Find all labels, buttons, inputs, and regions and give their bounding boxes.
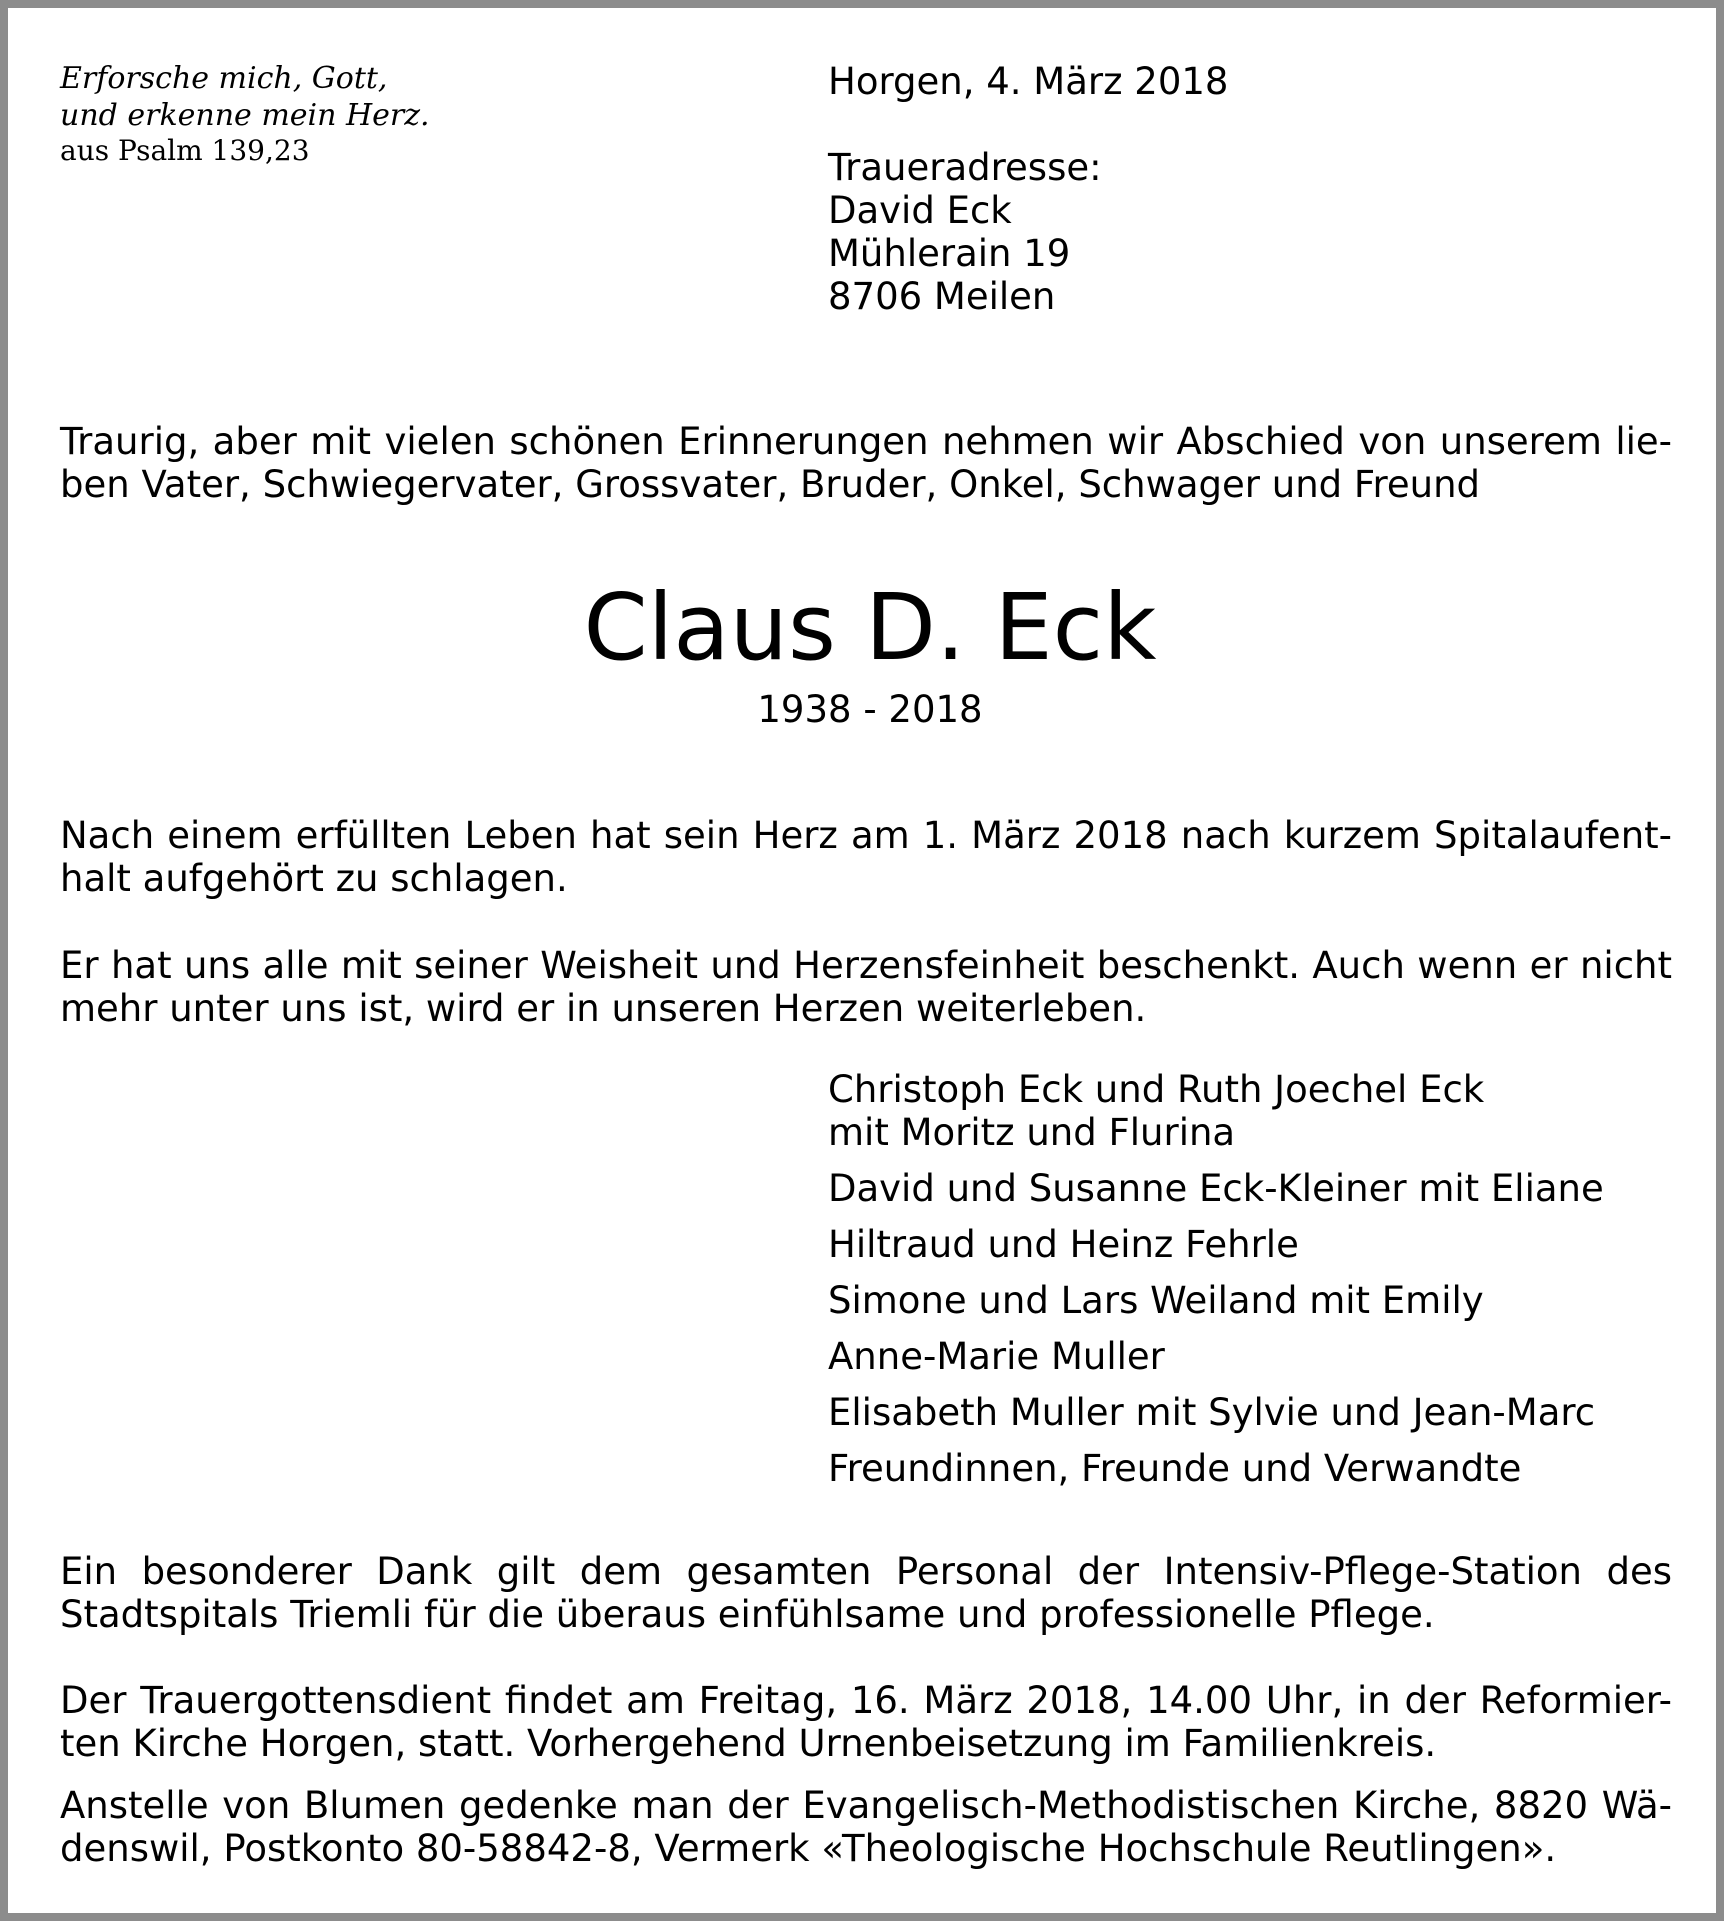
service-line-1: Der Trauergottensdient findet am Freitag, 16. März 2018, 14.00 Uhr, in der Reformier- [60, 1679, 1672, 1722]
thanks-paragraph [60, 1550, 1672, 1636]
intro-paragraph [60, 420, 1672, 506]
family-entry [828, 1447, 1604, 1490]
family-entry-line: Anne-Marie Muller [828, 1335, 1165, 1378]
life-paragraph [60, 814, 1672, 900]
address-name: David Eck [828, 189, 1012, 232]
family-entry-line: mit Moritz und Flurina [828, 1111, 1236, 1154]
life-line-1: Nach einem erfüllten Leben hat sein Herz am 1. März 2018 nach kurzem Spitalaufent- [60, 814, 1672, 857]
family-entry-line: Hiltraud und Heinz Fehrle [828, 1223, 1299, 1266]
family-entry [828, 1223, 1604, 1266]
bible-verse [60, 60, 430, 168]
thanks-line-1: Ein besonderer Dank gilt dem gesamten Personal der Intensiv-Pflege-Station des [60, 1550, 1672, 1593]
family-entry-line: Elisabeth Muller mit Sylvie und Jean-Marc [828, 1391, 1596, 1434]
donation-line-1: Anstelle von Blumen gedenke man der Evangelisch-Methodistischen Kirche, 8820 Wä- [60, 1784, 1672, 1827]
verse-line-2: und erkenne mein Herz. [60, 98, 430, 133]
address-city: 8706 Meilen [828, 275, 1056, 318]
place-date: Horgen, 4. März 2018 [828, 60, 1229, 103]
family-entry-line: Christoph Eck und Ruth Joechel Eck [828, 1068, 1485, 1111]
address-street: Mühlerain 19 [828, 232, 1071, 275]
family-entry [828, 1167, 1604, 1210]
donation-line-2: denswil, Postkonto 80-58842-8, Vermerk «Theologische Hochschule Reutlingen». [60, 1827, 1557, 1870]
service-line-2: ten Kirche Horgen, statt. Vorhergehend Urnenbeisetzung im Familienkreis. [60, 1722, 1437, 1765]
thanks-line-2: Stadtspitals Triemli für die überaus einfühlsame und professionelle Pflege. [60, 1593, 1435, 1636]
legacy-line-1: Er hat uns alle mit seiner Weisheit und Herzensfeinheit beschenkt. Auch wenn er nicht [60, 944, 1672, 987]
deceased-name: Claus D. Eck [583, 574, 1157, 681]
family-entry [828, 1068, 1604, 1154]
family-entry [828, 1335, 1604, 1378]
intro-line-2: ben Vater, Schwiegervater, Grossvater, Bruder, Onkel, Schwager und Freund [60, 463, 1481, 506]
address-label: Traueradresse: [828, 146, 1102, 189]
legacy-line-2: mehr unter uns ist, wird er in unseren Herzen weiterleben. [60, 987, 1147, 1030]
deceased-years: 1938 - 2018 [757, 688, 983, 731]
family-entry [828, 1391, 1604, 1434]
family-entry-line: David und Susanne Eck-Kleiner mit Eliane [828, 1167, 1604, 1210]
family-list [828, 1068, 1604, 1503]
family-entry-line: Freundinnen, Freunde und Verwandte [828, 1447, 1522, 1490]
service-paragraph [60, 1679, 1672, 1765]
legacy-paragraph [60, 944, 1672, 1030]
family-entry-line: Simone und Lars Weiland mit Emily [828, 1279, 1484, 1322]
donation-paragraph [60, 1784, 1672, 1870]
verse-source: aus Psalm 139,23 [60, 134, 310, 167]
family-entry [828, 1279, 1604, 1322]
intro-line-1: Traurig, aber mit vielen schönen Erinnerungen nehmen wir Abschied von unserem lie- [60, 420, 1672, 463]
verse-line-1: Erforsche mich, Gott, [60, 61, 388, 96]
life-line-2: halt aufgehört zu schlagen. [60, 857, 568, 900]
